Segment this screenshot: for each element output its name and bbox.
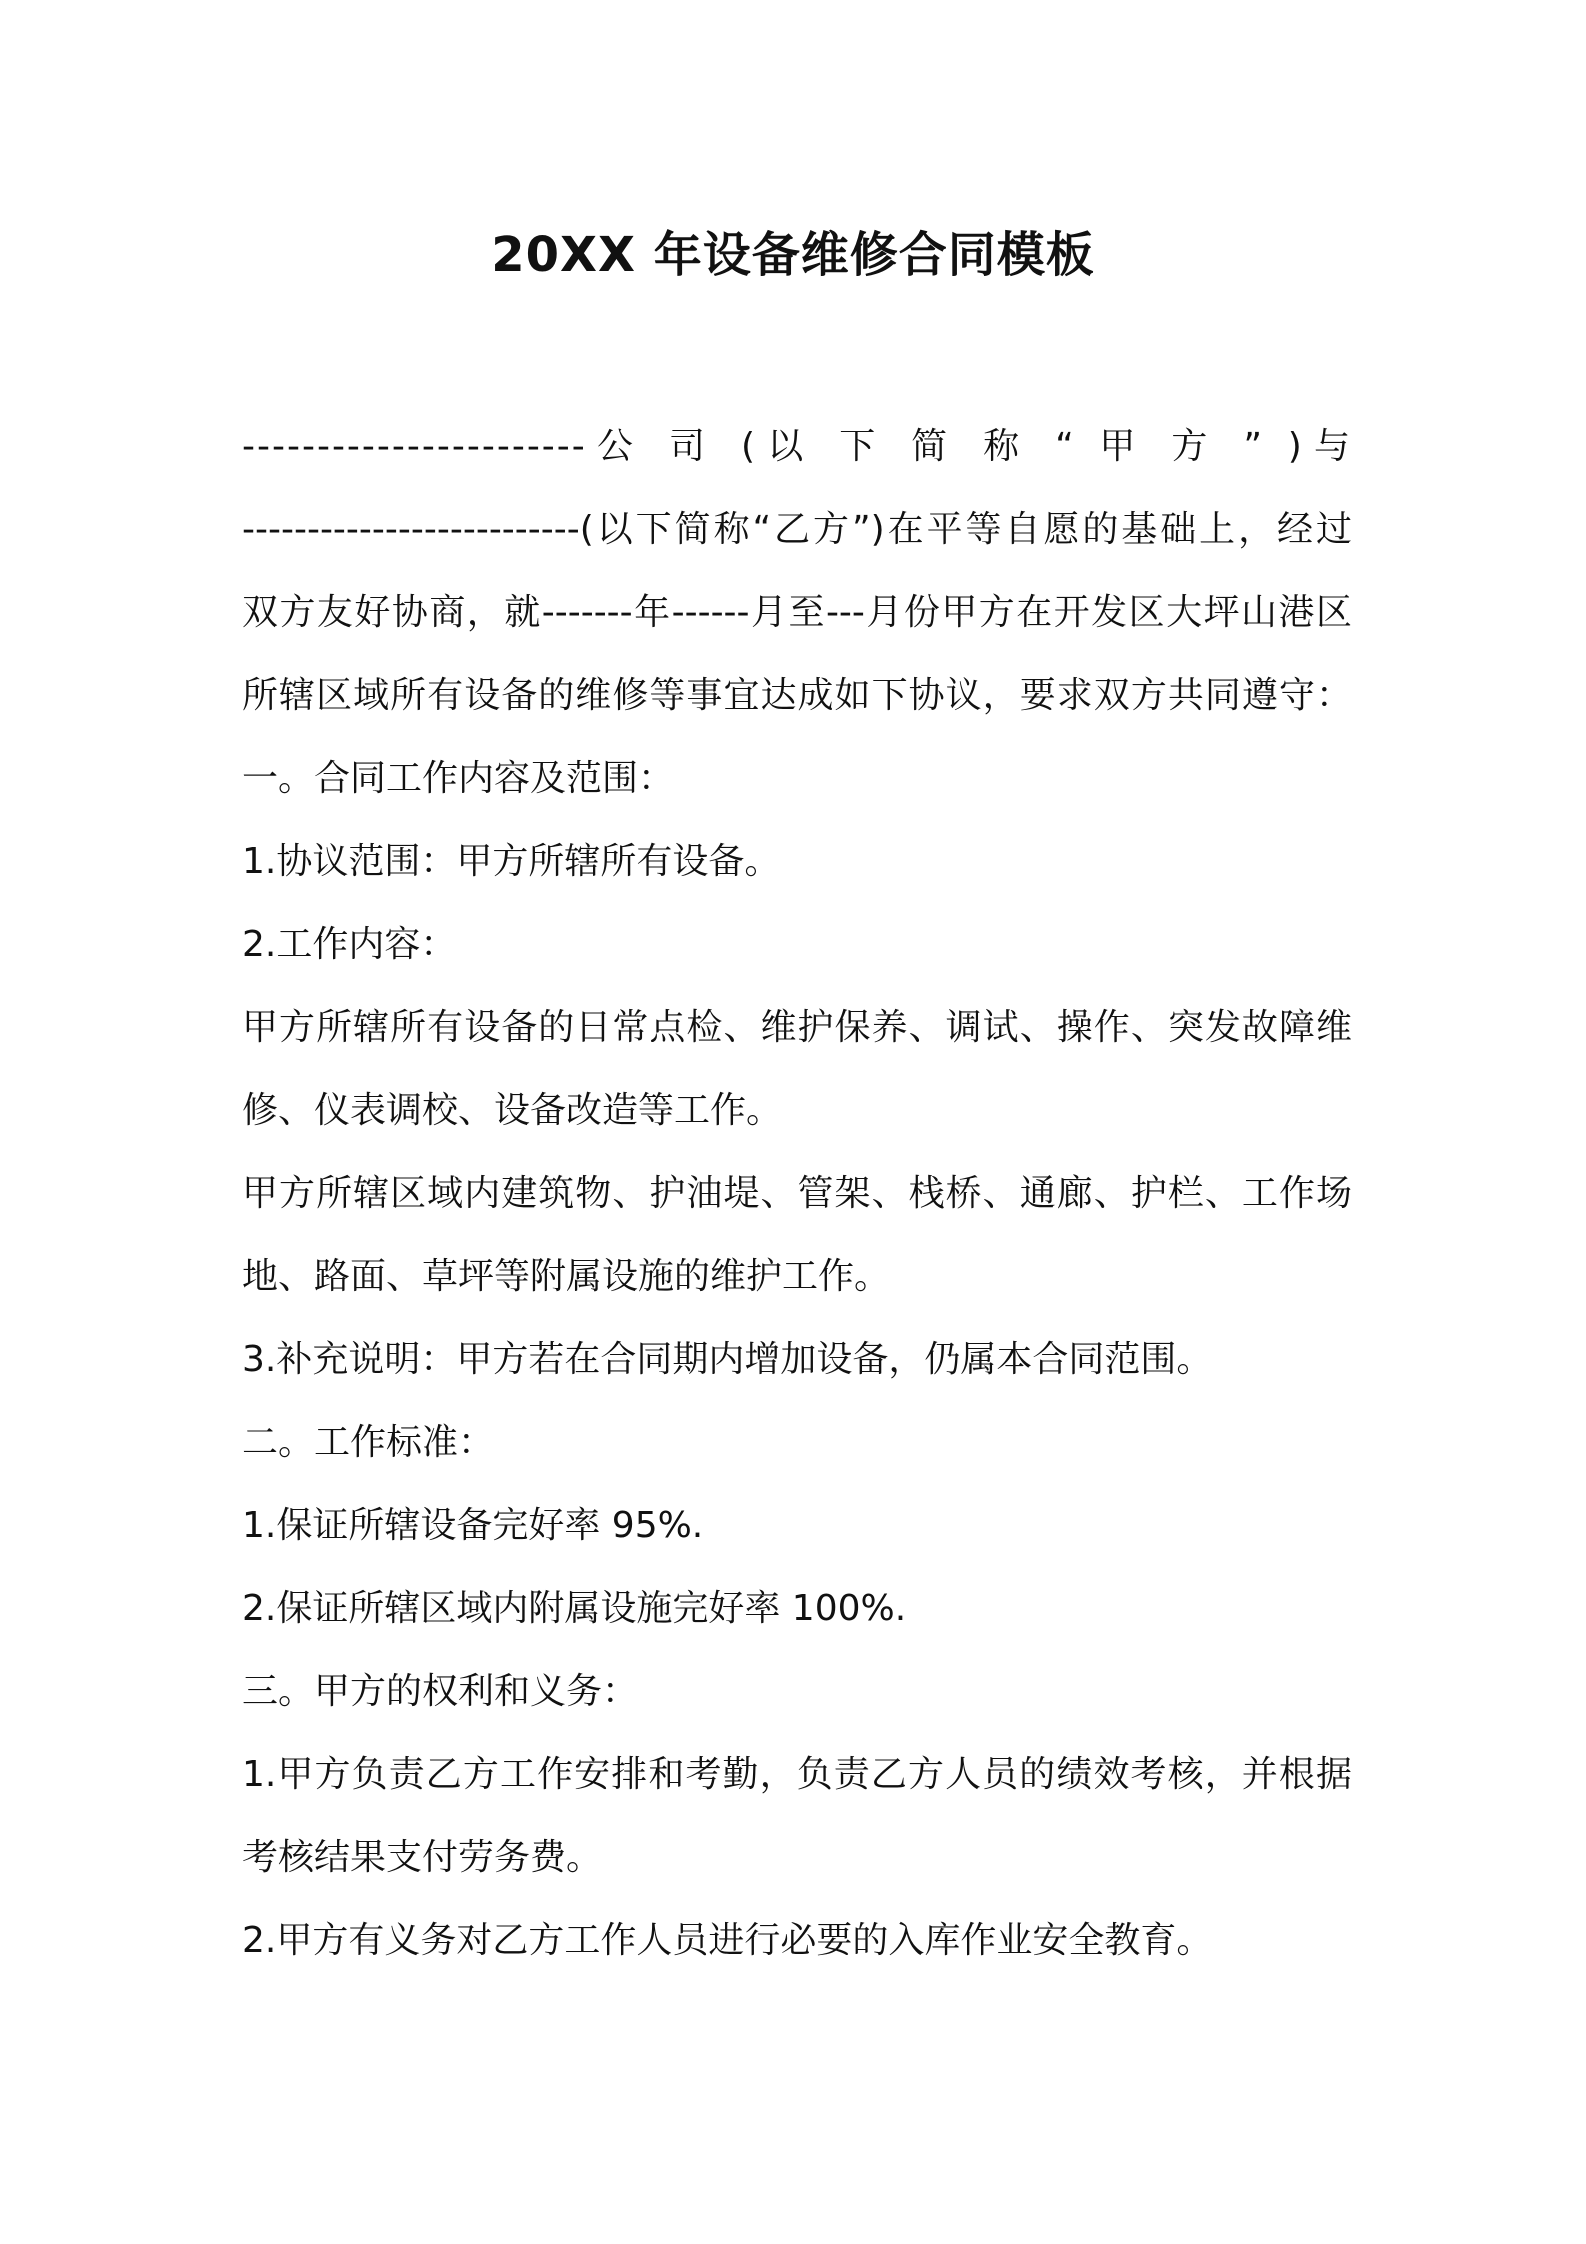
paragraph-line: 甲方所辖区域内建筑物、护油堤、管架、栈桥、通廊、护栏、工作场 — [242, 1173, 1352, 1214]
document-title: 20XX 年设备维修合同模板 — [491, 227, 1095, 283]
paragraph-line: --------------------------(以下简称“乙方”)在平等自愿的基础上，经过 — [242, 509, 1352, 550]
paragraph-line: 2.工作内容： — [242, 924, 457, 965]
paragraph-line: 2.甲方有义务对乙方工作人员进行必要的入库作业安全教育。 — [242, 1920, 1213, 1961]
paragraph-line: 双方友好协商，就-------年------月至---月份甲方在开发区大坪山港区 — [242, 592, 1352, 633]
section-heading: 一。合同工作内容及范围： — [242, 758, 675, 799]
paragraph-line: -----------------------公 司 (以 下 简 称 “ 甲 方 ” )与 — [242, 426, 1352, 467]
paragraph-line: 考核结果支付劳务费。 — [242, 1837, 603, 1878]
paragraph-line: 1.协议范围：甲方所辖所有设备。 — [242, 841, 781, 882]
paragraph-line: 地、路面、草坪等附属设施的维护工作。 — [242, 1256, 891, 1297]
paragraph-line: 1.保证所辖设备完好率 95%. — [242, 1505, 704, 1546]
paragraph-line: 3.补充说明：甲方若在合同期内增加设备，仍属本合同范围。 — [242, 1339, 1213, 1380]
paragraph-line: 1.甲方负责乙方工作安排和考勤，负责乙方人员的绩效考核，并根据 — [242, 1754, 1352, 1795]
paragraph-line: 2.保证所辖区域内附属设施完好率 100%. — [242, 1588, 907, 1629]
section-heading: 二。工作标准： — [242, 1422, 495, 1463]
document-body — [242, 405, 1352, 1982]
section-heading: 三。甲方的权利和义务： — [242, 1671, 639, 1712]
paragraph-line: 所辖区域所有设备的维修等事宜达成如下协议，要求双方共同遵守： — [242, 675, 1352, 716]
paragraph-line: 甲方所辖所有设备的日常点检、维护保养、调试、操作、突发故障维 — [242, 1007, 1352, 1048]
paragraph-line: 修、仪表调校、设备改造等工作。 — [242, 1090, 783, 1131]
